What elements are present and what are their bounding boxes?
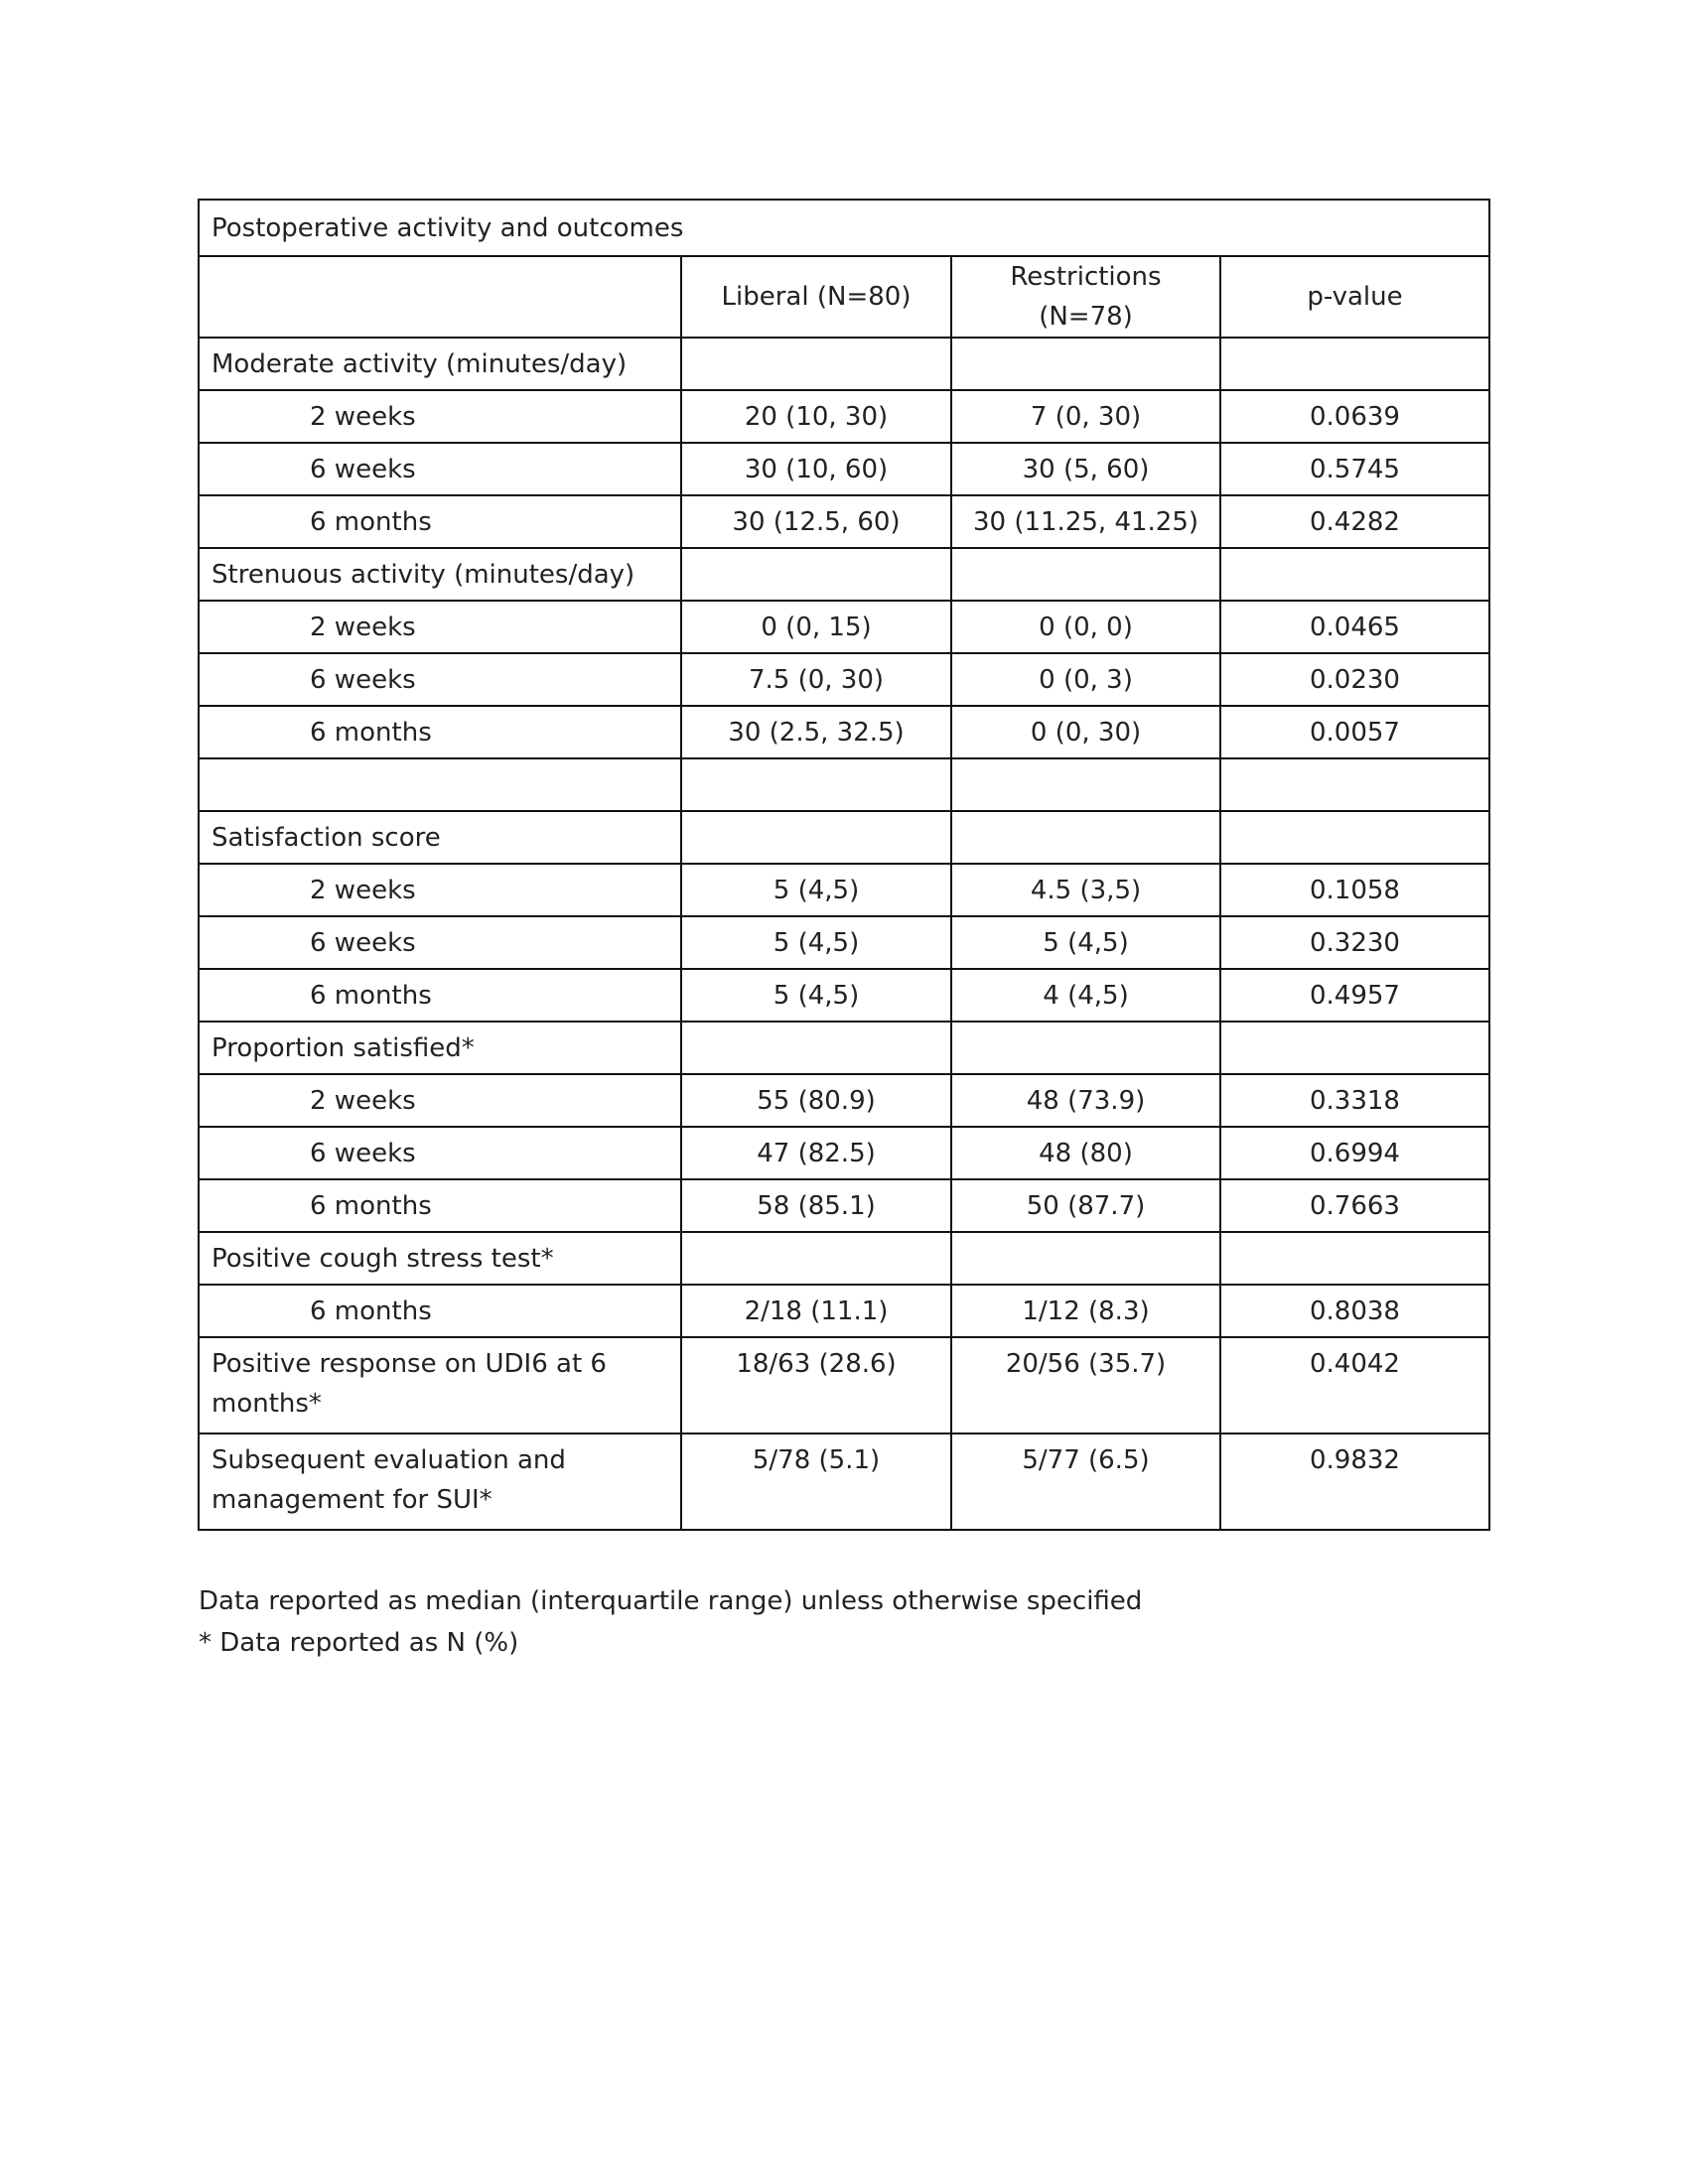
table-row: [199, 811, 1489, 864]
table-row: [199, 443, 1489, 495]
header-cell-label: [199, 256, 681, 338]
row-label: Proportion satisfied*: [199, 1022, 681, 1074]
row-label: Positive cough stress test*: [199, 1232, 681, 1285]
liberal-cell: 20 (10, 30): [681, 390, 951, 443]
p-value-cell: 0.0639: [1220, 390, 1489, 443]
restrictions-cell: 0 (0, 3): [951, 653, 1220, 706]
row-label: Subsequent evaluation and management for SUI*: [199, 1433, 681, 1530]
header-cell-liberal: Liberal (N=80): [681, 256, 951, 338]
row-label: Strenuous activity (minutes/day): [199, 548, 681, 601]
outcomes-table: [198, 199, 1490, 1531]
liberal-cell: 18/63 (28.6): [681, 1337, 951, 1433]
row-sublabel: 6 months: [199, 495, 681, 548]
table-body: [199, 200, 1489, 1530]
p-value-cell: 0.4957: [1220, 969, 1489, 1022]
table-row: [199, 916, 1489, 969]
row-sublabel: 6 months: [199, 706, 681, 758]
restrictions-cell: 1/12 (8.3): [951, 1285, 1220, 1337]
row-sublabel: 2 weeks: [199, 601, 681, 653]
p-value-cell: [1220, 1232, 1489, 1285]
row-label: [199, 758, 681, 811]
row-sublabel: 6 weeks: [199, 1127, 681, 1179]
p-value-cell: 0.7663: [1220, 1179, 1489, 1232]
restrictions-cell: 30 (5, 60): [951, 443, 1220, 495]
liberal-cell: 7.5 (0, 30): [681, 653, 951, 706]
p-value-cell: 0.1058: [1220, 864, 1489, 916]
table-row: [199, 1127, 1489, 1179]
footnote-median: Data reported as median (interquartile range) unless otherwise specified: [199, 1586, 1143, 1616]
row-sublabel: 6 months: [199, 1285, 681, 1337]
row-sublabel: 6 weeks: [199, 653, 681, 706]
row-sublabel: 6 weeks: [199, 443, 681, 495]
row-sublabel: 2 weeks: [199, 1074, 681, 1127]
restrictions-cell: 30 (11.25, 41.25): [951, 495, 1220, 548]
restrictions-cell: [951, 758, 1220, 811]
restrictions-cell: 0 (0, 0): [951, 601, 1220, 653]
p-value-cell: 0.0230: [1220, 653, 1489, 706]
liberal-cell: 58 (85.1): [681, 1179, 951, 1232]
row-sublabel: 2 weeks: [199, 864, 681, 916]
p-value-cell: 0.9832: [1220, 1433, 1489, 1530]
p-value-cell: 0.0465: [1220, 601, 1489, 653]
row-sublabel: 6 months: [199, 1179, 681, 1232]
restrictions-cell: 5 (4,5): [951, 916, 1220, 969]
p-value-cell: 0.6994: [1220, 1127, 1489, 1179]
table-row: [199, 1022, 1489, 1074]
p-value-cell: 0.8038: [1220, 1285, 1489, 1337]
restrictions-cell: 0 (0, 30): [951, 706, 1220, 758]
table-row: [199, 1179, 1489, 1232]
liberal-cell: 30 (10, 60): [681, 443, 951, 495]
p-value-cell: [1220, 758, 1489, 811]
footnote-n-percent: * Data reported as N (%): [199, 1628, 519, 1658]
liberal-cell: 0 (0, 15): [681, 601, 951, 653]
table-row: [199, 1337, 1489, 1433]
table-title-row: [199, 200, 1489, 256]
row-sublabel: 6 weeks: [199, 916, 681, 969]
table-row: [199, 969, 1489, 1022]
table-row: [199, 864, 1489, 916]
table-row: [199, 338, 1489, 390]
p-value-cell: 0.4042: [1220, 1337, 1489, 1433]
table-row: [199, 1285, 1489, 1337]
table-row: [199, 601, 1489, 653]
p-value-cell: 0.4282: [1220, 495, 1489, 548]
liberal-cell: [681, 758, 951, 811]
liberal-cell: [681, 338, 951, 390]
p-value-cell: [1220, 338, 1489, 390]
restrictions-cell: 48 (73.9): [951, 1074, 1220, 1127]
p-value-cell: [1220, 1022, 1489, 1074]
row-label: Positive response on UDI6 at 6 months*: [199, 1337, 681, 1433]
liberal-cell: [681, 1022, 951, 1074]
restrictions-cell: 7 (0, 30): [951, 390, 1220, 443]
table-row: [199, 653, 1489, 706]
header-cell-restrictions: Restrictions (N=78): [951, 256, 1220, 338]
liberal-cell: 5 (4,5): [681, 916, 951, 969]
restrictions-cell: [951, 338, 1220, 390]
table-row: [199, 495, 1489, 548]
liberal-cell: 30 (12.5, 60): [681, 495, 951, 548]
restrictions-cell: 4.5 (3,5): [951, 864, 1220, 916]
restrictions-cell: [951, 1022, 1220, 1074]
table-row: [199, 758, 1489, 811]
p-value-cell: 0.5745: [1220, 443, 1489, 495]
restrictions-cell: 4 (4,5): [951, 969, 1220, 1022]
liberal-cell: 30 (2.5, 32.5): [681, 706, 951, 758]
p-value-cell: 0.0057: [1220, 706, 1489, 758]
liberal-cell: [681, 811, 951, 864]
p-value-cell: 0.3230: [1220, 916, 1489, 969]
liberal-cell: 5 (4,5): [681, 864, 951, 916]
row-label: Moderate activity (minutes/day): [199, 338, 681, 390]
restrictions-cell: 48 (80): [951, 1127, 1220, 1179]
restrictions-cell: 5/77 (6.5): [951, 1433, 1220, 1530]
p-value-cell: [1220, 548, 1489, 601]
header-cell-p-value: p-value: [1220, 256, 1489, 338]
row-sublabel: 6 months: [199, 969, 681, 1022]
p-value-cell: [1220, 811, 1489, 864]
liberal-cell: 55 (80.9): [681, 1074, 951, 1127]
restrictions-cell: [951, 1232, 1220, 1285]
table-footnotes: [199, 1580, 1142, 1664]
table-row: [199, 1074, 1489, 1127]
row-sublabel: 2 weeks: [199, 390, 681, 443]
liberal-cell: 2/18 (11.1): [681, 1285, 951, 1337]
row-label: Satisfaction score: [199, 811, 681, 864]
table-row: [199, 1232, 1489, 1285]
table-row: [199, 548, 1489, 601]
liberal-cell: [681, 1232, 951, 1285]
restrictions-cell: 50 (87.7): [951, 1179, 1220, 1232]
restrictions-cell: [951, 548, 1220, 601]
table-header-row: [199, 256, 1489, 338]
restrictions-cell: 20/56 (35.7): [951, 1337, 1220, 1433]
p-value-cell: 0.3318: [1220, 1074, 1489, 1127]
table-title: Postoperative activity and outcomes: [199, 200, 1489, 256]
liberal-cell: [681, 548, 951, 601]
liberal-cell: 5 (4,5): [681, 969, 951, 1022]
liberal-cell: 47 (82.5): [681, 1127, 951, 1179]
table-row: [199, 390, 1489, 443]
table-row: [199, 1433, 1489, 1530]
liberal-cell: 5/78 (5.1): [681, 1433, 951, 1530]
restrictions-cell: [951, 811, 1220, 864]
table-row: [199, 706, 1489, 758]
